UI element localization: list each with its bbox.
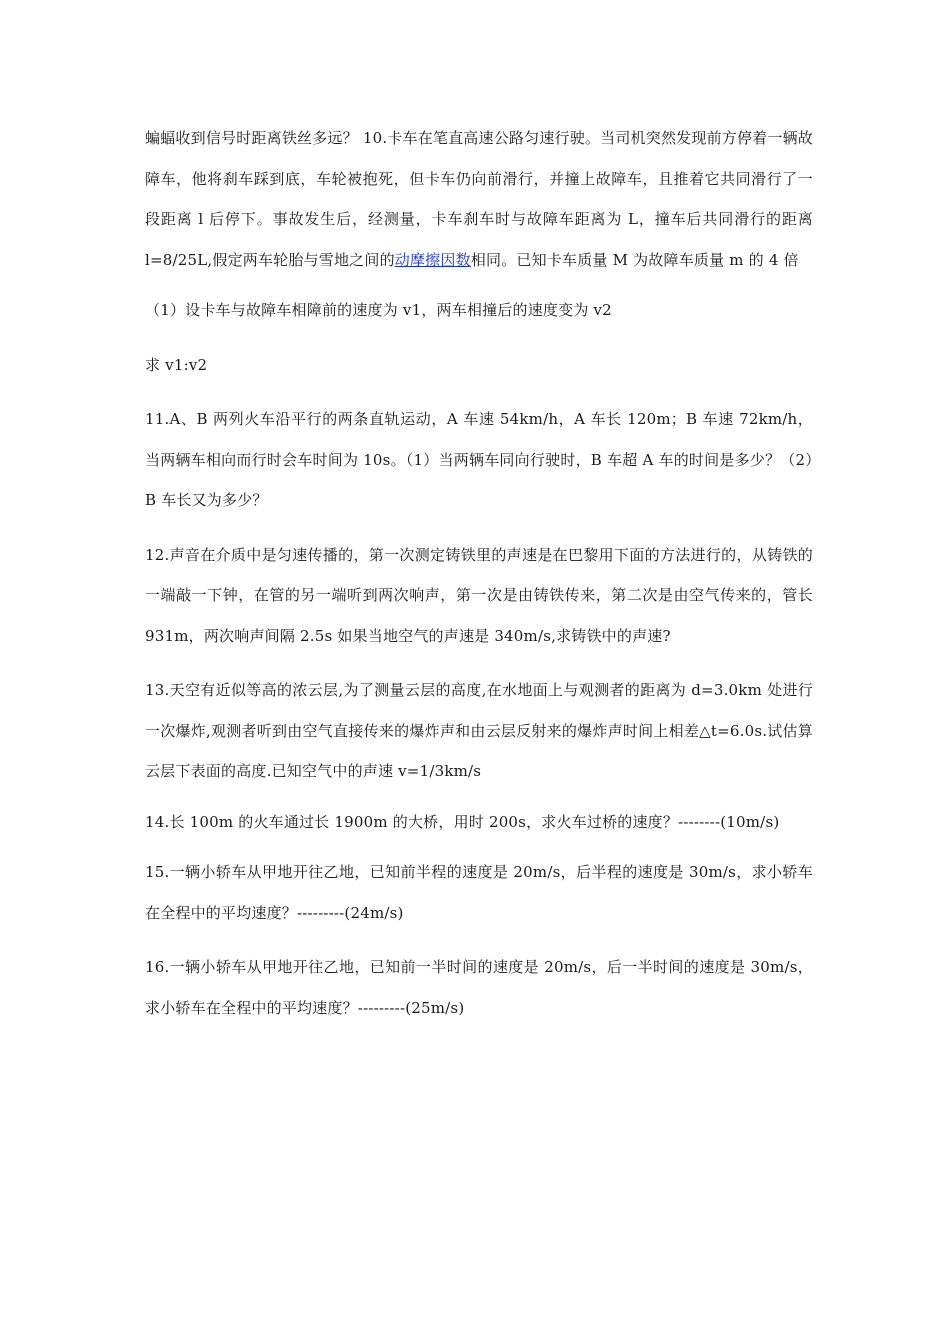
question-15: 15.一辆小轿车从甲地开往乙地，已知前半程的速度是 20m/s，后半程的速度是 30m/s，求小轿车在全程中的平均速度？---------(24m/s) [145,863,813,922]
question-10-ask: 求 v1:v2 [145,355,208,374]
question-10-part-1: （1）设卡车与故障车相障前的速度为 v1，两车相撞后的速度变为 v2 [145,301,612,319]
question-10-text-end: 相同。已知卡车质量 M 为故障车质量 m 的 4 倍 [470,250,799,269]
document-page [145,118,813,1028]
question-16: 16.一辆小轿车从甲地开往乙地，已知前一半时间的速度是 20m/s，后一半时间的速度是 30m/s，求小轿车在全程中的平均速度？---------(25m/s) [145,958,813,1017]
question-10 [145,118,813,280]
question-13: 13.天空有近似等高的浓云层,为了测量云层的高度,在水地面上与观测者的距离为 d=3.0km 处进行一次爆炸,观测者听到由空气直接传来的爆炸声和由云层反射来的爆炸声时间上相差△t=6.0s.试估算云层下表面的高度.已知空气中的声速 v=1/3km/s [145,681,813,780]
question-12: 12.声音在介质中是匀速传播的，第一次测定铸铁里的声速是在巴黎用下面的方法进行的，从铸铁的一端敲一下钟，在管的另一端听到两次响声，第一次是由铸铁传来，第二次是由空气传来的，管长 931m，两次响声间隔 2.5s 如果当地空气的声速是 340m/s,求铸铁中的声速? [145,545,813,645]
question-10-text: 蝙蝠收到信号时距离铁丝多远？ 10.卡车在笔直高速公路匀速行驶。当司机突然发现前方停着一辆故障车，他将刹车踩到底，车轮被抱死，但卡车仍向前滑行，并撞上故障车，且推着它共同滑行了一段距离 l 后停下。事故发生后，经测量，卡车刹车时与故障车距离为 L，撞车后共同滑行的距离 l=8/25L,假定两车轮胎与雪地之间的 [145,129,813,269]
question-11: 11.A、B 两列火车沿平行的两条直轨运动，A 车速 54km/h，A 车长 120m；B 车速 72km/h，当两辆车相向而行时会车时间为 10s。（1）当两辆车同向行驶时，B 车超 A 车的时间是多少？（2）B 车长又为多少？ [145,410,813,509]
friction-coefficient-link[interactable]: 动摩擦因数 [394,250,471,269]
question-14: 14.长 100m 的火车通过长 1900m 的大桥，用时 200s，求火车过桥的速度？--------(10m/s) [145,812,780,831]
